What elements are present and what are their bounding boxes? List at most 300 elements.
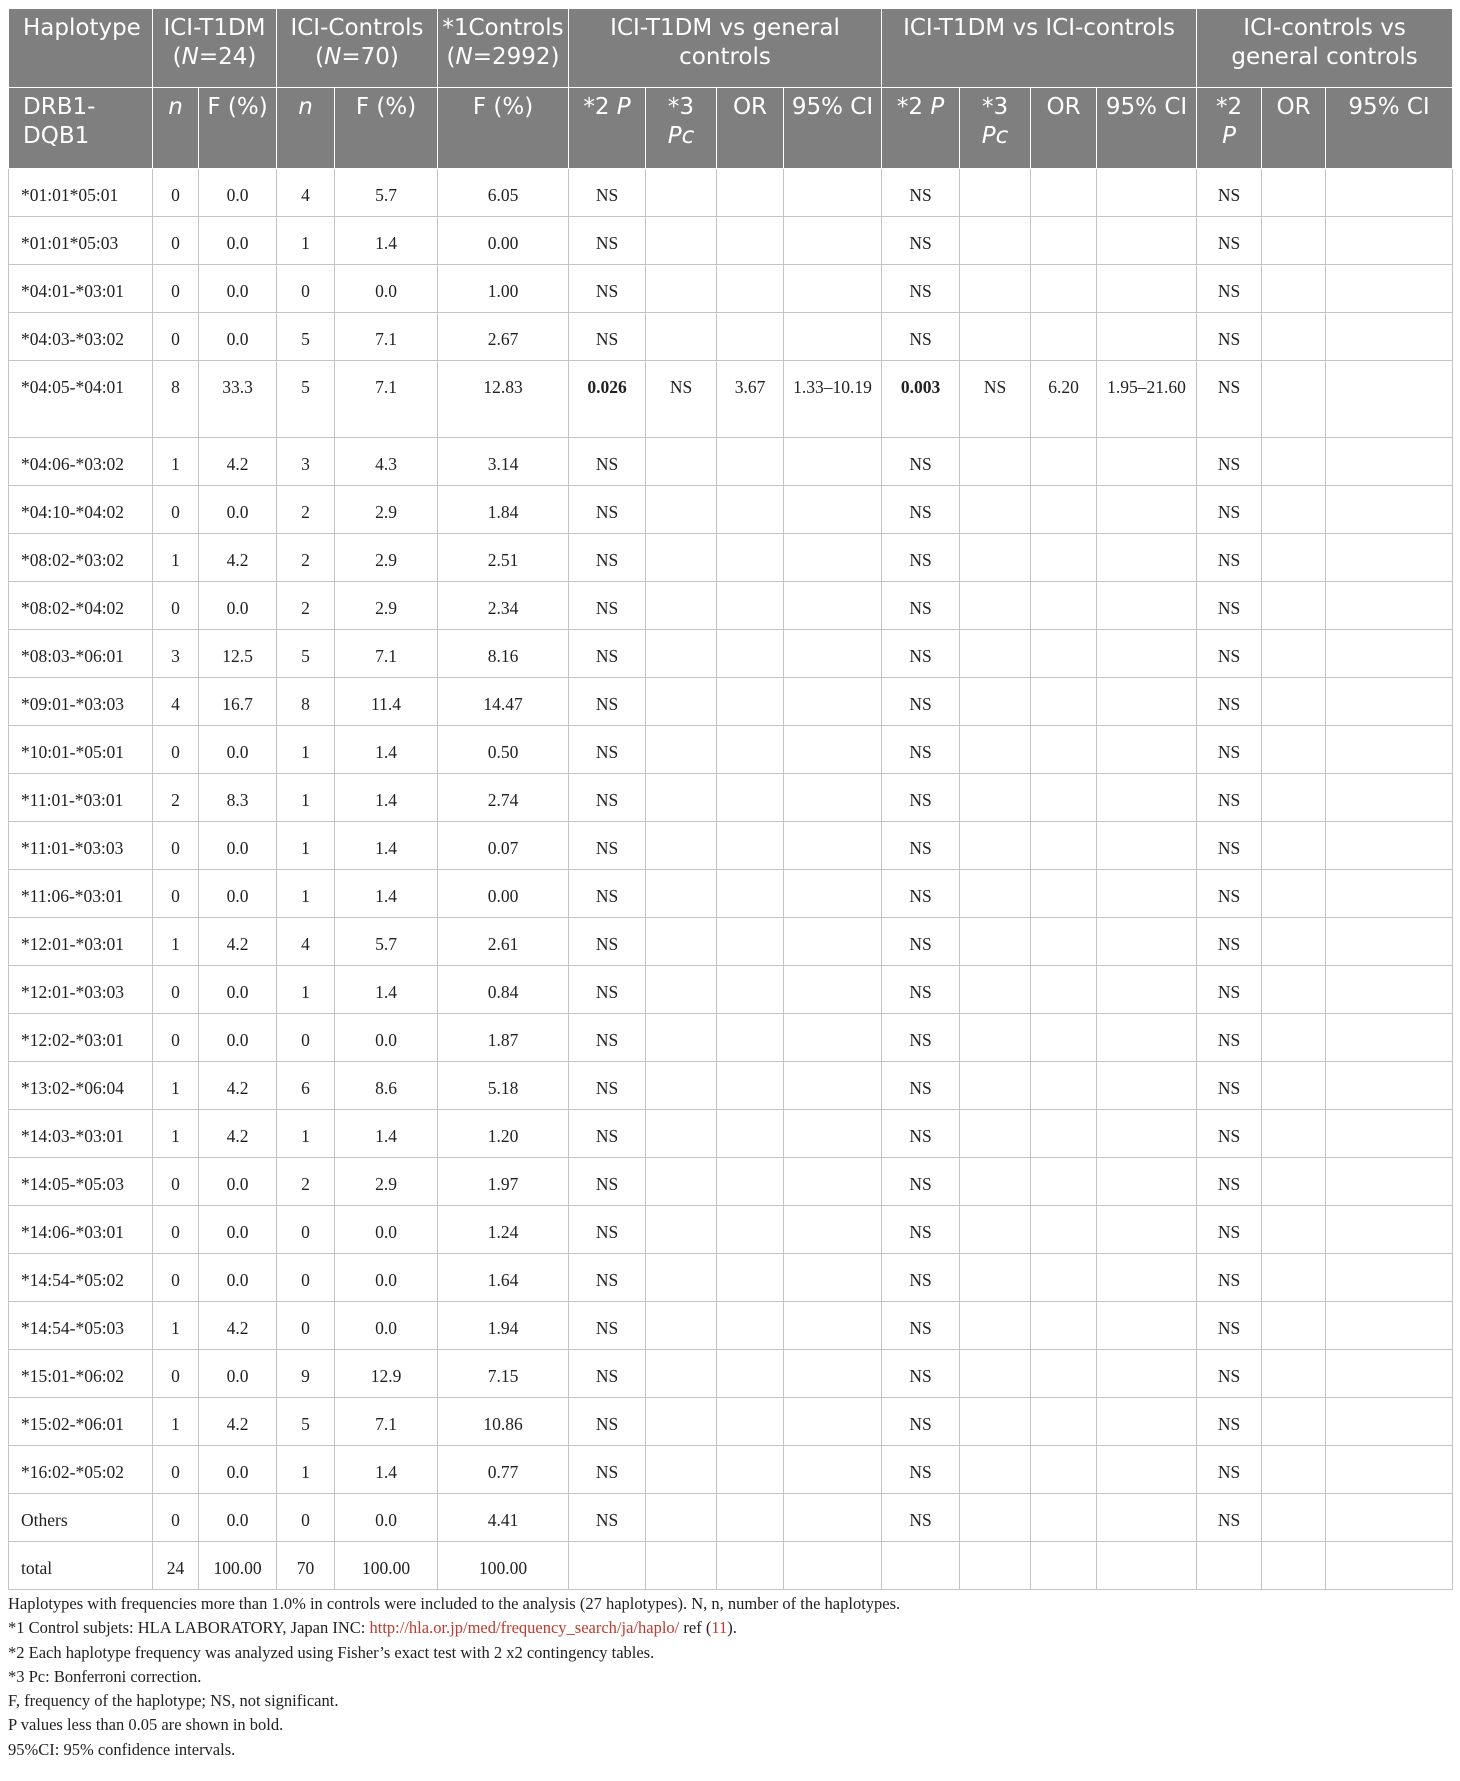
cell-ctrl-n: 8 <box>277 678 335 726</box>
cell-ci3 <box>1326 313 1453 361</box>
footnote-2: *1 Control subjets: HLA LABORATORY, Japan INC: http://hla.or.jp/med/frequency_search/ja/haplo/ ref (11). <box>8 1618 737 1638</box>
cell-or1 <box>717 438 784 486</box>
cell-p3: NS <box>1197 678 1262 726</box>
cell-ctrl-n: 2 <box>277 486 335 534</box>
cell-p3: NS <box>1197 1302 1262 1350</box>
cell-ci3 <box>1326 1446 1453 1494</box>
cell-p3 <box>1197 1542 1262 1590</box>
cell-t1dm-f: 0.0 <box>199 1206 277 1254</box>
cell-ci1 <box>784 630 882 678</box>
header-ici-t1dm: ICI-T1DM (N=24) <box>153 9 277 88</box>
cell-or1 <box>717 1158 784 1206</box>
cell-or2 <box>1031 1446 1097 1494</box>
cell-ci1 <box>784 534 882 582</box>
cell-or1: 3.67 <box>717 361 784 438</box>
cell-or2 <box>1031 918 1097 966</box>
cell-ci2 <box>1097 265 1197 313</box>
cell-ctrl-n: 5 <box>277 630 335 678</box>
cell-or1 <box>717 1014 784 1062</box>
cell-or3 <box>1262 582 1326 630</box>
cell-t1dm-n: 0 <box>153 265 199 313</box>
cell-ctrl-f: 1.4 <box>335 1446 438 1494</box>
cell-or3 <box>1262 966 1326 1014</box>
cell-ctrl-f: 2.9 <box>335 534 438 582</box>
cell-or1 <box>717 217 784 265</box>
cell-ci2 <box>1097 966 1197 1014</box>
cell-gen-f: 2.74 <box>438 774 569 822</box>
cell-ctrl-n: 0 <box>277 1014 335 1062</box>
cell-ci1 <box>784 1254 882 1302</box>
cell-or3 <box>1262 1158 1326 1206</box>
cell-ctrl-n: 1 <box>277 726 335 774</box>
cell-ci3 <box>1326 438 1453 486</box>
cell-or1 <box>717 534 784 582</box>
cell-pc2 <box>960 1062 1031 1110</box>
cell-p3: NS <box>1197 630 1262 678</box>
cell-ci3 <box>1326 582 1453 630</box>
cell-ctrl-n: 1 <box>277 870 335 918</box>
cell-gen-f: 10.86 <box>438 1398 569 1446</box>
cell-ctrl-f: 12.9 <box>335 1350 438 1398</box>
cell-hap: *13:02-*06:04 <box>9 1062 153 1110</box>
cell-ci3 <box>1326 534 1453 582</box>
cell-or1 <box>717 265 784 313</box>
cell-p2: NS <box>882 1398 960 1446</box>
cell-or2 <box>1031 870 1097 918</box>
cell-t1dm-f: 0.0 <box>199 966 277 1014</box>
cell-p1: NS <box>569 774 646 822</box>
cell-pc2 <box>960 438 1031 486</box>
cell-gen-f: 12.83 <box>438 361 569 438</box>
reference-link[interactable]: 11 <box>711 1618 728 1638</box>
cell-ctrl-n: 2 <box>277 582 335 630</box>
cell-t1dm-n: 0 <box>153 966 199 1014</box>
cell-p2 <box>882 1542 960 1590</box>
cell-t1dm-n: 1 <box>153 1302 199 1350</box>
cell-pc2 <box>960 918 1031 966</box>
cell-t1dm-n: 0 <box>153 726 199 774</box>
cell-ci3 <box>1326 1206 1453 1254</box>
cell-or3 <box>1262 1014 1326 1062</box>
cell-pc1 <box>646 582 717 630</box>
cell-p2: NS <box>882 1062 960 1110</box>
cell-ci1 <box>784 486 882 534</box>
cell-ctrl-n: 9 <box>277 1350 335 1398</box>
cell-or1 <box>717 1398 784 1446</box>
cell-or2: 6.20 <box>1031 361 1097 438</box>
cell-ci2 <box>1097 822 1197 870</box>
cell-gen-f: 14.47 <box>438 678 569 726</box>
table-row <box>9 438 1453 486</box>
cell-t1dm-f: 4.2 <box>199 1062 277 1110</box>
cell-ctrl-f: 1.4 <box>335 822 438 870</box>
cell-t1dm-n: 0 <box>153 1014 199 1062</box>
table-row <box>9 1542 1453 1590</box>
frequency-search-link[interactable]: http://hla.or.jp/med/frequency_search/ja/haplo/ <box>369 1618 680 1638</box>
cell-hap: *14:03-*03:01 <box>9 1110 153 1158</box>
cell-pc2 <box>960 582 1031 630</box>
cell-pc1 <box>646 1398 717 1446</box>
cell-hap: *14:06-*03:01 <box>9 1206 153 1254</box>
cell-t1dm-n: 0 <box>153 1206 199 1254</box>
cell-p1: NS <box>569 1158 646 1206</box>
cell-ci1 <box>784 1302 882 1350</box>
cell-pc1 <box>646 1158 717 1206</box>
table-row <box>9 966 1453 1014</box>
cell-p3: NS <box>1197 313 1262 361</box>
cell-t1dm-n: 8 <box>153 361 199 438</box>
cell-p3: NS <box>1197 217 1262 265</box>
table-row <box>9 1014 1453 1062</box>
cell-ctrl-n: 2 <box>277 1158 335 1206</box>
cell-or2 <box>1031 486 1097 534</box>
cell-hap: *08:02-*04:02 <box>9 582 153 630</box>
cell-ctrl-f: 2.9 <box>335 582 438 630</box>
cell-p1: NS <box>569 1014 646 1062</box>
cell-ctrl-f: 5.7 <box>335 918 438 966</box>
cell-ci2 <box>1097 1542 1197 1590</box>
cell-t1dm-f: 4.2 <box>199 1302 277 1350</box>
cell-or1 <box>717 1254 784 1302</box>
cell-gen-f: 1.87 <box>438 1014 569 1062</box>
cell-pc1 <box>646 1542 717 1590</box>
cell-p2: NS <box>882 726 960 774</box>
cell-p3: NS <box>1197 1110 1262 1158</box>
cell-hap: *08:02-*03:02 <box>9 534 153 582</box>
cell-ctrl-n: 5 <box>277 361 335 438</box>
cell-or1 <box>717 822 784 870</box>
cell-or3 <box>1262 169 1326 217</box>
cell-t1dm-n: 0 <box>153 1254 199 1302</box>
cell-pc2 <box>960 966 1031 1014</box>
table-row <box>9 486 1453 534</box>
cell-hap: *04:05-*04:01 <box>9 361 153 438</box>
cell-ctrl-f: 1.4 <box>335 1110 438 1158</box>
cell-ctrl-n: 1 <box>277 1110 335 1158</box>
cell-ci2 <box>1097 1062 1197 1110</box>
cell-gen-f: 0.00 <box>438 870 569 918</box>
cell-p3: NS <box>1197 582 1262 630</box>
table-row <box>9 169 1453 217</box>
subheader-or2: OR <box>1031 88 1097 169</box>
cell-pc2 <box>960 1542 1031 1590</box>
cell-gen-f: 0.50 <box>438 726 569 774</box>
cell-p2: NS <box>882 822 960 870</box>
footnote-7: 95%CI: 95% confidence intervals. <box>8 1739 236 1759</box>
cell-ctrl-n: 2 <box>277 534 335 582</box>
cell-or1 <box>717 1062 784 1110</box>
table-row <box>9 1494 1453 1542</box>
cell-pc2: NS <box>960 361 1031 438</box>
subheader-ci2: 95% CI <box>1097 88 1197 169</box>
cell-ci3 <box>1326 630 1453 678</box>
cell-or3 <box>1262 1110 1326 1158</box>
cell-t1dm-n: 1 <box>153 1110 199 1158</box>
cell-pc1 <box>646 217 717 265</box>
cell-ctrl-n: 4 <box>277 169 335 217</box>
cell-ctrl-n: 0 <box>277 1494 335 1542</box>
cell-ci2: 1.95–21.60 <box>1097 361 1197 438</box>
header-haplotype: Haplotype <box>9 9 153 88</box>
cell-pc1 <box>646 774 717 822</box>
cell-ctrl-n: 1 <box>277 1446 335 1494</box>
cell-ci2 <box>1097 169 1197 217</box>
cell-or3 <box>1262 1206 1326 1254</box>
cell-pc1 <box>646 1302 717 1350</box>
cell-t1dm-n: 1 <box>153 534 199 582</box>
cell-ci2 <box>1097 1494 1197 1542</box>
cell-p3: NS <box>1197 1254 1262 1302</box>
cell-ci2 <box>1097 1302 1197 1350</box>
cell-pc1 <box>646 1014 717 1062</box>
cell-ci3 <box>1326 1398 1453 1446</box>
footnote-3: *2 Each haplotype frequency was analyzed using Fisher’s exact test with 2 x2 contingency tables. <box>8 1642 655 1662</box>
cell-t1dm-n: 0 <box>153 1494 199 1542</box>
cell-hap: *12:01-*03:01 <box>9 918 153 966</box>
cell-or3 <box>1262 918 1326 966</box>
cell-ci3 <box>1326 1350 1453 1398</box>
cell-ci1 <box>784 1494 882 1542</box>
cell-t1dm-f: 16.7 <box>199 678 277 726</box>
cell-t1dm-f: 4.2 <box>199 1110 277 1158</box>
header-ici-controls: ICI-Controls (N=70) <box>277 9 438 88</box>
cell-p1: NS <box>569 1206 646 1254</box>
header-t1dm-vs-general: ICI-T1DM vs general controls <box>569 9 882 88</box>
cell-gen-f: 2.67 <box>438 313 569 361</box>
cell-ci3 <box>1326 774 1453 822</box>
cell-or2 <box>1031 1302 1097 1350</box>
subheader-gen-f: F (%) <box>438 88 569 169</box>
cell-p1: NS <box>569 822 646 870</box>
cell-or1 <box>717 1110 784 1158</box>
cell-p3: NS <box>1197 534 1262 582</box>
cell-or1 <box>717 966 784 1014</box>
cell-ctrl-f: 0.0 <box>335 1014 438 1062</box>
table-row <box>9 822 1453 870</box>
cell-pc2 <box>960 486 1031 534</box>
table-row <box>9 1302 1453 1350</box>
cell-ctrl-f: 0.0 <box>335 1206 438 1254</box>
cell-ctrl-n: 5 <box>277 313 335 361</box>
subheader-p3: *2 P <box>1197 88 1262 169</box>
cell-t1dm-n: 0 <box>153 822 199 870</box>
header-t1dm-vs-ici-controls: ICI-T1DM vs ICI-controls <box>882 9 1197 88</box>
cell-or2 <box>1031 265 1097 313</box>
cell-ctrl-f: 1.4 <box>335 217 438 265</box>
cell-p1: NS <box>569 1494 646 1542</box>
cell-gen-f: 100.00 <box>438 1542 569 1590</box>
cell-gen-f: 2.51 <box>438 534 569 582</box>
cell-pc1 <box>646 1350 717 1398</box>
cell-or1 <box>717 918 784 966</box>
cell-p2: NS <box>882 265 960 313</box>
cell-or2 <box>1031 1350 1097 1398</box>
table-row <box>9 534 1453 582</box>
cell-pc2 <box>960 774 1031 822</box>
cell-p2: NS <box>882 534 960 582</box>
cell-t1dm-n: 2 <box>153 774 199 822</box>
cell-ci3 <box>1326 265 1453 313</box>
cell-ci3 <box>1326 1062 1453 1110</box>
cell-gen-f: 1.20 <box>438 1110 569 1158</box>
cell-ci3 <box>1326 726 1453 774</box>
cell-hap: total <box>9 1542 153 1590</box>
cell-t1dm-f: 4.2 <box>199 438 277 486</box>
cell-gen-f: 0.84 <box>438 966 569 1014</box>
cell-or2 <box>1031 966 1097 1014</box>
cell-ci2 <box>1097 1206 1197 1254</box>
cell-p3: NS <box>1197 966 1262 1014</box>
cell-p1: NS <box>569 582 646 630</box>
cell-pc2 <box>960 313 1031 361</box>
cell-or2 <box>1031 1398 1097 1446</box>
cell-ci1 <box>784 265 882 313</box>
cell-hap: *04:06-*03:02 <box>9 438 153 486</box>
cell-ci2 <box>1097 630 1197 678</box>
cell-t1dm-n: 0 <box>153 217 199 265</box>
cell-gen-f: 1.00 <box>438 265 569 313</box>
cell-ctrl-n: 6 <box>277 1062 335 1110</box>
cell-hap: *16:02-*05:02 <box>9 1446 153 1494</box>
cell-t1dm-f: 8.3 <box>199 774 277 822</box>
cell-t1dm-n: 1 <box>153 1062 199 1110</box>
haplotype-table <box>8 8 1453 1590</box>
cell-p1 <box>569 1542 646 1590</box>
cell-or2 <box>1031 822 1097 870</box>
cell-ctrl-f: 11.4 <box>335 678 438 726</box>
cell-p2: NS <box>882 1446 960 1494</box>
cell-or1 <box>717 678 784 726</box>
cell-hap: *11:01-*03:03 <box>9 822 153 870</box>
cell-ctrl-f: 7.1 <box>335 313 438 361</box>
cell-or3 <box>1262 486 1326 534</box>
cell-hap: *12:02-*03:01 <box>9 1014 153 1062</box>
cell-p2: NS <box>882 678 960 726</box>
cell-p2: NS <box>882 438 960 486</box>
cell-ci1 <box>784 966 882 1014</box>
subheader-or1: OR <box>717 88 784 169</box>
cell-p1: NS <box>569 678 646 726</box>
cell-or1 <box>717 313 784 361</box>
cell-p1: NS <box>569 630 646 678</box>
cell-t1dm-f: 0.0 <box>199 169 277 217</box>
cell-ci1: 1.33–10.19 <box>784 361 882 438</box>
cell-t1dm-n: 0 <box>153 313 199 361</box>
cell-p1: NS <box>569 1110 646 1158</box>
cell-or3 <box>1262 1302 1326 1350</box>
subheader-t1dm-f: F (%) <box>199 88 277 169</box>
cell-or2 <box>1031 678 1097 726</box>
cell-or3 <box>1262 870 1326 918</box>
header-row-1 <box>9 9 1453 88</box>
cell-or1 <box>717 774 784 822</box>
cell-t1dm-f: 0.0 <box>199 265 277 313</box>
cell-hap: *04:03-*03:02 <box>9 313 153 361</box>
cell-t1dm-f: 0.0 <box>199 1254 277 1302</box>
cell-p1: NS <box>569 966 646 1014</box>
cell-gen-f: 3.14 <box>438 438 569 486</box>
cell-t1dm-n: 0 <box>153 169 199 217</box>
cell-p2: NS <box>882 870 960 918</box>
table-row <box>9 1350 1453 1398</box>
cell-pc2 <box>960 678 1031 726</box>
cell-or2 <box>1031 1014 1097 1062</box>
cell-p3: NS <box>1197 169 1262 217</box>
cell-or3 <box>1262 1446 1326 1494</box>
cell-p1: NS <box>569 438 646 486</box>
cell-hap: *10:01-*05:01 <box>9 726 153 774</box>
cell-or3 <box>1262 774 1326 822</box>
cell-t1dm-f: 0.0 <box>199 1014 277 1062</box>
cell-p1: NS <box>569 1062 646 1110</box>
table-container <box>8 8 1452 1762</box>
subheader-p1: *2 P <box>569 88 646 169</box>
cell-ci3 <box>1326 1158 1453 1206</box>
cell-p3: NS <box>1197 822 1262 870</box>
header-row-2 <box>9 88 1453 169</box>
cell-p1: NS <box>569 169 646 217</box>
table-row <box>9 217 1453 265</box>
cell-hap: *01:01*05:03 <box>9 217 153 265</box>
cell-pc1 <box>646 822 717 870</box>
cell-or3 <box>1262 630 1326 678</box>
cell-ctrl-n: 0 <box>277 265 335 313</box>
cell-pc1 <box>646 630 717 678</box>
cell-p3: NS <box>1197 918 1262 966</box>
cell-t1dm-f: 0.0 <box>199 486 277 534</box>
cell-ci1 <box>784 1398 882 1446</box>
cell-hap: *04:01-*03:01 <box>9 265 153 313</box>
table-row <box>9 1254 1453 1302</box>
cell-gen-f: 1.94 <box>438 1302 569 1350</box>
cell-gen-f: 0.07 <box>438 822 569 870</box>
cell-or3 <box>1262 822 1326 870</box>
cell-p1: NS <box>569 870 646 918</box>
table-footnotes <box>8 1592 1452 1762</box>
cell-p2: NS <box>882 1254 960 1302</box>
cell-ctrl-f: 2.9 <box>335 1158 438 1206</box>
cell-or1 <box>717 1302 784 1350</box>
cell-or2 <box>1031 534 1097 582</box>
cell-t1dm-n: 4 <box>153 678 199 726</box>
cell-pc1 <box>646 1206 717 1254</box>
cell-ci3 <box>1326 918 1453 966</box>
cell-or3 <box>1262 265 1326 313</box>
cell-p2: NS <box>882 630 960 678</box>
cell-or3 <box>1262 313 1326 361</box>
cell-ci3 <box>1326 1254 1453 1302</box>
cell-t1dm-f: 0.0 <box>199 313 277 361</box>
cell-p1: NS <box>569 486 646 534</box>
cell-ci1 <box>784 169 882 217</box>
cell-p3: NS <box>1197 1446 1262 1494</box>
cell-ci2 <box>1097 918 1197 966</box>
cell-t1dm-f: 4.2 <box>199 918 277 966</box>
cell-p2: NS <box>882 1158 960 1206</box>
cell-gen-f: 7.15 <box>438 1350 569 1398</box>
cell-p2: NS <box>882 1494 960 1542</box>
cell-ctrl-n: 70 <box>277 1542 335 1590</box>
cell-ctrl-f: 7.1 <box>335 630 438 678</box>
cell-ci3 <box>1326 822 1453 870</box>
cell-or3 <box>1262 1398 1326 1446</box>
cell-pc2 <box>960 1206 1031 1254</box>
cell-p3: NS <box>1197 870 1262 918</box>
cell-hap: Others <box>9 1494 153 1542</box>
cell-ci2 <box>1097 1398 1197 1446</box>
cell-ctrl-n: 5 <box>277 1398 335 1446</box>
cell-ctrl-f: 0.0 <box>335 1494 438 1542</box>
